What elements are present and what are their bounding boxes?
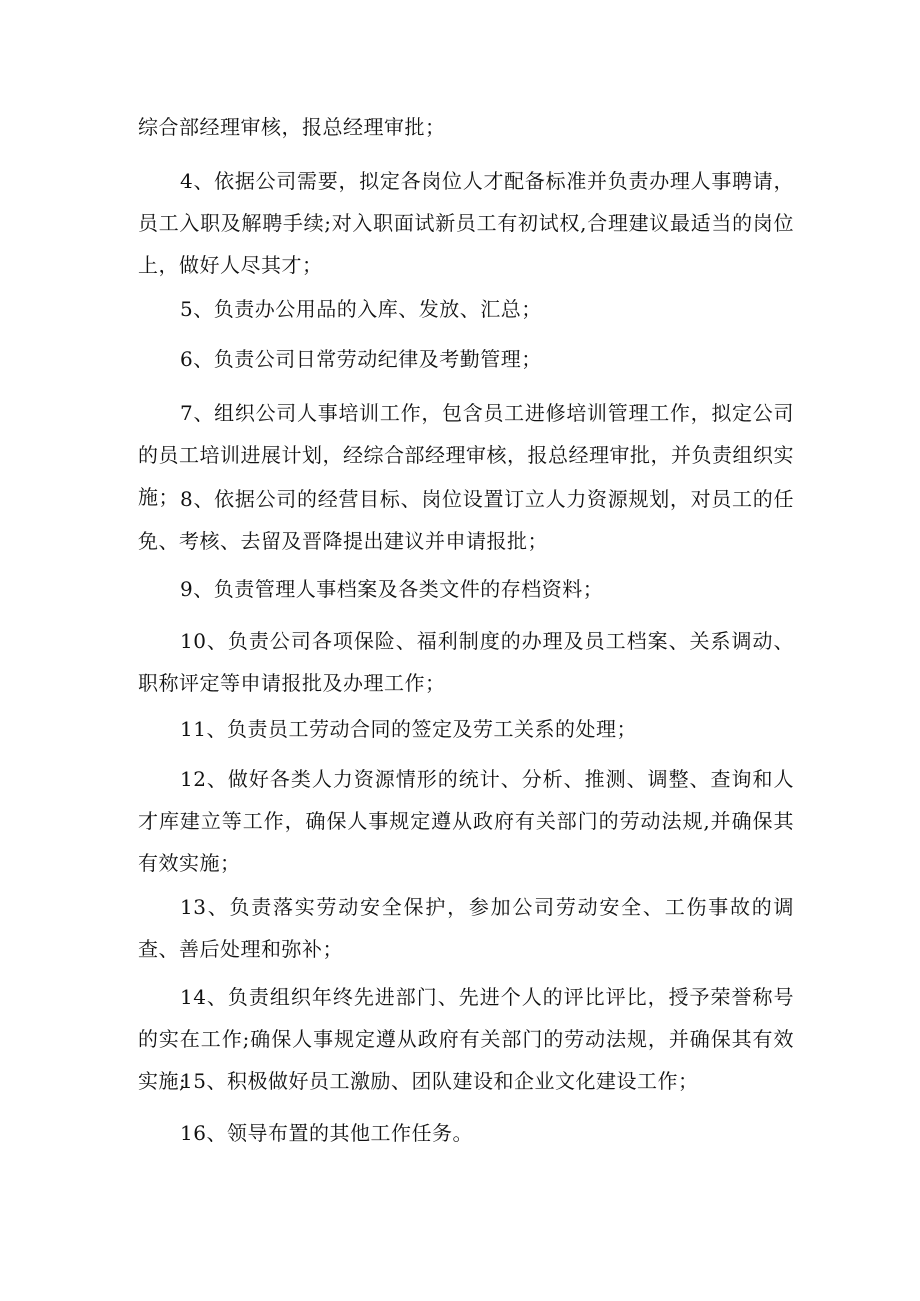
- paragraph-item-7: 7、组织公司人事培训工作，包含员工进修培训管理工作，拟定公司的员工培训进展计划，经综合部经理审核，报总经理审批，并负责组织实施；: [138, 401, 794, 509]
- paragraph-item-15: 15、积极做好员工激励、团队建设和企业文化建设工作；: [180, 1069, 699, 1093]
- paragraph-item-10: 10、负责公司各项保险、福利制度的办理及员工档案、关系调动、职称评定等申请报批及办理工作；: [138, 629, 794, 695]
- paragraph-item-9: 9、负责管理人事档案及各类文件的存档资料；: [180, 577, 604, 601]
- paragraph-item-16: 16、领导布置的其他工作任务。: [180, 1121, 473, 1145]
- paragraph-item-6: 6、负责公司日常劳动纪律及考勤管理；: [180, 347, 542, 371]
- paragraph-item-11: 11、负责员工劳动合同的签定及劳工关系的处理；: [180, 717, 637, 741]
- paragraph-item-8: 8、依据公司的经营目标、岗位设置订立人力资源规划，对员工的任免、考核、去留及晋降提出建议并申请报批；: [138, 487, 794, 553]
- paragraph-item-12: 12、做好各类人力资源情形的统计、分析、推测、调整、查询和人才库建立等工作，确保人事规定遵从政府有关部门的劳动法规,并确保其有效实施；: [138, 767, 794, 875]
- paragraph-item-4: 4、依据公司需要，拟定各岗位人才配备标准并负责办理人事聘请，员工入职及解聘手续;对入职面试新员工有初试权,合理建议最适当的岗位上，做好人尽其才；: [138, 169, 794, 277]
- paragraph-continuation: 综合部经理审核，报总经理审批；: [138, 115, 446, 139]
- paragraph-item-5: 5、负责办公用品的入库、发放、汇总；: [180, 297, 542, 321]
- paragraph-item-13: 13、负责落实劳动安全保护，参加公司劳动安全、工伤事故的调查、善后处理和弥补；: [138, 895, 794, 961]
- paragraph-item-14: 14、负责组织年终先进部门、先进个人的评比评比，授予荣誉称号的实在工作;确保人事规定遵从政府有关部门的劳动法规，并确保其有效实施;: [138, 985, 794, 1093]
